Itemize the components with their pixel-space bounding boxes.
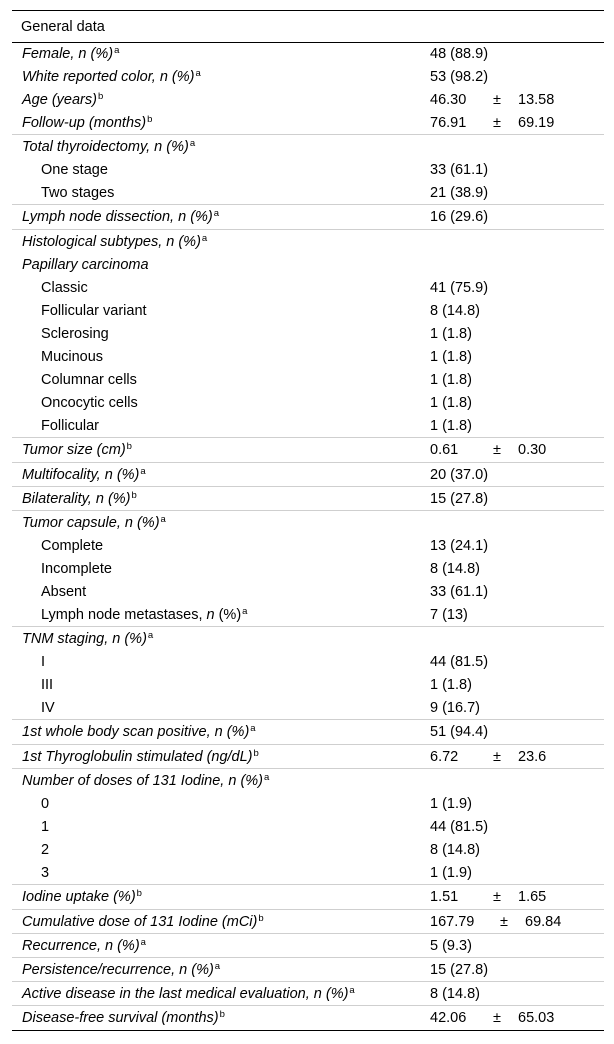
table-row [12,414,604,438]
table-row [12,181,604,205]
table-row [12,885,604,910]
row-value: 1 (1.9) [430,864,472,881]
footnote-marker: b [219,1009,225,1020]
table-row [12,65,604,88]
table-row [12,205,604,230]
row-label: TNM staging, n (%) [22,630,147,647]
row-label: Histological subtypes, n (%) [22,233,201,250]
table-row [12,463,604,487]
row-value: 8 (14.8) [430,302,480,319]
row-label: Follow-up (months) [22,114,147,131]
row-value: 20 (37.0) [430,466,489,483]
row-label: 3 [41,864,50,881]
row-value: 8 (14.8) [430,985,480,1002]
table-row [12,511,604,534]
sd-value: 23.6 [518,748,547,765]
mean-value: 46.30 [430,91,467,108]
table-row [12,910,604,934]
row-value: 1 (1.8) [430,417,472,434]
table-row [12,322,604,345]
row-value: 21 (38.9) [430,184,489,201]
row-label: Incomplete [41,560,112,577]
table-row [12,838,604,861]
row-value: 15 (27.8) [430,490,489,507]
row-label: Follicular [41,417,100,434]
footnote-marker: a [349,984,355,996]
row-value: 1 (1.8) [430,348,472,365]
row-value: 16 (29.6) [430,209,489,225]
table-row [12,627,604,650]
row-label: Recurrence, n (%) [22,937,140,954]
footnote-marker: b [131,489,137,501]
mean-value: 42.06 [430,1010,467,1026]
sd-value: 65.03 [518,1010,555,1026]
table-row [12,230,604,253]
table-row [12,299,604,322]
row-label: 2 [41,841,50,858]
table-row [12,650,604,673]
table-row [12,861,604,885]
table-row [12,43,604,65]
row-label: I [41,653,46,670]
footnote-marker: b [97,90,104,102]
table-row [12,934,604,958]
footnote-marker: a [147,629,154,641]
plus-minus-sign: ± [493,114,501,131]
row-label: Total thyroidectomy, n (%) [22,138,189,155]
row-label: III [41,676,54,693]
row-label: Multifocality, n (%) [22,466,140,483]
row-value: 33 (61.1) [430,161,489,178]
footnote-marker: a [264,771,270,783]
table-row [12,673,604,696]
row-value: 48 (88.9) [430,46,489,62]
sd-value: 69.84 [525,913,562,930]
row-label: Oncocytic cells [41,394,138,411]
row-value: 8 (14.8) [430,841,480,858]
row-label-suffix: (%) [214,606,242,623]
footnote-marker: a [242,605,248,617]
footnote-marker: b [147,113,153,125]
row-value: 1 (1.8) [430,325,472,342]
table-row [12,1006,604,1030]
sd-value: 69.19 [518,114,555,131]
footnote-marker: a [214,960,221,972]
sd-value: 13.58 [518,91,555,108]
table-row [12,534,604,557]
row-label: Absent [41,583,87,600]
table-row [12,253,604,276]
row-value: 53 (98.2) [430,68,489,85]
table-row [12,487,604,511]
plus-minus-sign: ± [500,913,508,930]
table-header: General data [12,10,604,43]
table-row [12,438,604,463]
row-label: Follicular variant [41,302,147,319]
table-row [12,276,604,299]
row-label: Columnar cells [41,371,137,388]
plus-minus-sign: ± [493,442,501,458]
row-value: 44 (81.5) [430,818,489,835]
row-value: 7 (13) [430,606,468,623]
table-row [12,720,604,745]
mean-value: 76.91 [430,114,467,131]
row-value: 8 (14.8) [430,560,480,577]
footnote-marker: a [114,45,120,56]
row-label: 1 [41,818,50,835]
table-row [12,769,604,792]
footnote-marker: a [250,723,256,734]
table-row [12,696,604,720]
row-value: 9 (16.7) [430,699,480,716]
row-label: Mucinous [41,348,104,365]
row-label: Disease-free survival (months) [22,1010,219,1026]
table-row [12,135,604,158]
row-label: Tumor capsule, n (%) [22,514,160,531]
row-label: Female, n (%) [22,46,114,62]
footnote-marker: a [213,208,220,219]
row-label: Active disease in the last medical evaluation, n (%) [22,985,349,1002]
footnote-marker: b [253,747,259,759]
row-label: Complete [41,537,104,554]
sd-value: 1.65 [518,889,547,905]
row-value: 1 (1.8) [430,676,472,693]
table-body [12,43,604,1031]
row-label-italic: n [206,606,215,623]
row-label: Iodine uptake (%) [22,889,136,905]
table-row [12,557,604,580]
row-value: 1 (1.9) [430,795,472,812]
table-row [12,88,604,111]
mean-value: 167.79 [430,913,475,930]
row-label: White reported color, n (%) [22,68,195,85]
footnote-marker: a [140,936,146,948]
row-value: 51 (94.4) [430,724,489,740]
footnote-marker: b [136,888,142,899]
row-value: 1 (1.8) [430,371,472,388]
table-row [12,792,604,815]
footnote-marker: a [160,513,166,525]
plus-minus-sign: ± [493,748,501,765]
table-row [12,815,604,838]
row-label: 1st Thyroglobulin stimulated (ng/dL) [22,748,253,765]
footnote-marker: b [258,912,264,924]
row-label: 0 [41,795,50,812]
general-data-table [12,10,604,1031]
table-row [12,345,604,368]
row-label: Persistence/recurrence, n (%) [22,961,214,978]
table-row [12,745,604,769]
table-row [12,368,604,391]
row-value: 13 (24.1) [430,537,489,554]
row-value: 41 (75.9) [430,279,489,296]
row-label: Two stages [41,184,115,201]
table-row [12,580,604,603]
table-row [12,391,604,414]
footnote-marker: a [140,465,146,477]
plus-minus-sign: ± [493,889,501,905]
footnote-marker: a [195,67,201,79]
row-value: 5 (9.3) [430,937,472,954]
row-label: Lymph node dissection, n (%) [22,209,213,225]
plus-minus-sign: ± [493,91,501,108]
table-row [12,158,604,181]
row-label: Number of doses of 131 Iodine, n (%) [22,772,263,789]
row-label: IV [41,699,55,716]
table-row [12,958,604,982]
table-row [12,982,604,1006]
row-label: Cumulative dose of 131 Iodine (mCi) [22,913,258,930]
row-value: 15 (27.8) [430,961,489,978]
mean-value: 0.61 [430,442,459,458]
plus-minus-sign: ± [493,1010,501,1026]
footnote-marker: a [201,232,208,244]
footnote-marker: b [126,441,132,452]
row-label: Classic [41,279,88,296]
row-value: 44 (81.5) [430,653,489,670]
row-label: Tumor size (cm) [22,442,126,458]
footnote-marker: a [189,137,196,149]
row-label: Sclerosing [41,325,109,342]
row-label: Age (years) [22,91,97,108]
row-label: Papillary carcinoma [22,256,149,273]
row-label-prefix: Lymph node metastases, [41,606,207,623]
mean-value: 6.72 [430,748,459,765]
sd-value: 0.30 [518,442,547,458]
table-row [12,603,604,627]
row-label: One stage [41,161,108,178]
row-value: 1 (1.8) [430,394,472,411]
mean-value: 1.51 [430,889,459,905]
row-label: 1st whole body scan positive, n (%) [22,724,250,740]
row-value: 33 (61.1) [430,583,489,600]
row-label: Bilaterality, n (%) [22,490,131,507]
table-row [12,111,604,135]
